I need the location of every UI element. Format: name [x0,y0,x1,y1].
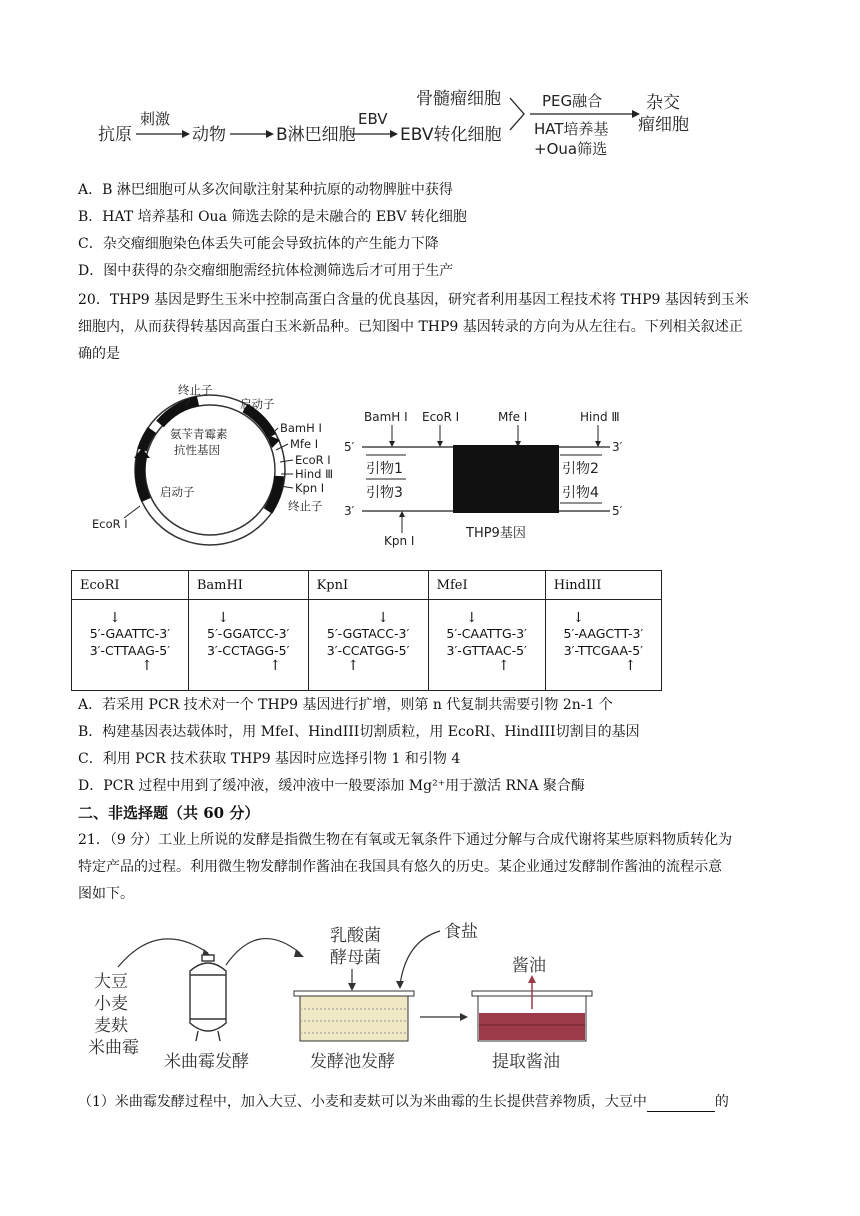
q19-option-d: D．图中获得的杂交瘤细胞需经抗体检测筛选后才可用于生产 [78,263,454,279]
flow-myeloma: 骨髓瘤细胞 [416,89,501,109]
stage-tank-fermentation: 发酵池发酵 [310,1052,395,1072]
soy-sauce-label: 酱油 [512,956,546,976]
flow-stimulate: 刺激 [140,110,171,128]
flow-hybridoma-1: 杂交 [646,93,680,113]
extraction-tank-icon [472,975,592,1041]
plasmid-terminator-top: 终止子 [178,383,213,397]
q20-option-c: C．利用 PCR 技术获取 THP9 基因时应选择引物 1 和引物 4 [78,751,461,767]
site-bottom: 3′-TTCGAA-5′ [563,643,644,658]
enzyme-header: EcoRI [72,571,189,600]
flow-hybridoma-2: 瘤细胞 [638,115,689,135]
site-bottom: 3′-CCTAGG-5′ [206,643,290,658]
plasmid-promoter-left: 启动子 [160,485,195,499]
ingredient-soybean: 大豆 [94,972,128,992]
plasmid-hindiii: Hind Ⅲ [295,467,334,481]
enzyme-site-cell: ↓ 5′-GAATTC-3′ 3′-CTTAAG-5′ ↑ [72,600,189,691]
q19-option-c: C．杂交瘤细胞染色体丢失可能会导致抗体的产生能力下降 [78,236,439,252]
site-top: 5′-GGTACC-3′ [326,626,410,641]
q21-sub1 [78,1092,729,1112]
ingredient-bran: 麦麸 [94,1016,128,1036]
flow-oua: +Oua筛选 [534,140,608,158]
gene-3prime-bottom: 3′ [344,504,355,518]
site-top: 5′-AAGCTT-3′ [563,626,644,641]
plasmid-terminator-bottom: 终止子 [288,499,323,513]
site-top: 5′-GAATTC-3′ [89,626,171,641]
stage-aspergillus-fermentation: 米曲霉发酵 [164,1052,249,1072]
q20-option-a: A．若采用 PCR 技术对一个 THP9 基因进行扩增，则第 n 代复制共需要引物 2n-1 个 [78,697,613,713]
gene-3prime-top: 3′ [612,440,623,454]
q20-stem-1: 20．THP9 基因是野生玉米中控制高蛋白含量的优良基因，研究者利用基因工程技术将 THP9 基因转到玉米 [78,292,749,308]
q20-stem-2: 细胞内，从而获得转基因高蛋白玉米新品种。已知图中 THP9 基因转录的方向为从左往右。下列相关叙述正 [78,319,743,335]
hybridoma-flow-diagram [90,82,710,162]
site-top: 5′-GGATCC-3′ [207,626,290,641]
gene-primer3: 引物3 [366,485,403,501]
plasmid-promoter-top: 启动子 [240,397,275,411]
gene-5prime-bottom: 5′ [612,504,623,518]
enzyme-table [71,570,662,691]
site-bottom: 3′-GTTAAC-5′ [446,643,527,658]
flow-b-cell: B淋巴细胞 [276,125,356,145]
q21-stem-1: 21．（9 分）工业上所说的发酵是指微生物在有氧或无氧条件下通过分解与合成代谢将某些原料物质转化为 [78,832,733,848]
salt-label: 食盐 [444,922,478,942]
section-heading: 二、非选择题（共 60 分） [78,804,260,822]
plasmid-mfei: Mfe I [290,437,319,451]
plasmid-kpni: Kpn I [295,481,325,495]
gene-hindiii: Hind Ⅲ [580,410,620,424]
ingredient-aspergillus: 米曲霉 [88,1038,139,1058]
plasmid-bamhi: BamH I [280,421,322,435]
q20-option-b: B．构建基因表达载体时，用 MfeI、HindIII切割质粒，用 EcoRI、HindIII切割目的基因 [78,724,640,740]
enzyme-header: BamHI [188,571,308,600]
plasmid-resist-2: 抗性基因 [174,443,220,457]
q21-stem-3: 图如下。 [78,886,134,902]
gene-ecori: EcoR I [422,410,460,424]
fermentation-tank-icon [294,991,414,1041]
plasmid-diagram [90,378,360,563]
gene-5prime-top: 5′ [344,440,355,454]
flow-peg: PEG融合 [542,92,603,110]
fermenter-icon [190,955,226,1041]
thp9-gene-diagram [340,405,630,550]
flow-antigen: 抗原 [98,125,132,145]
gene-label: THP9基因 [466,526,526,541]
gene-kpni: Kpn I [384,534,415,548]
soy-sauce-process-diagram [88,915,648,1075]
enzyme-header: MfeI [428,571,545,600]
gene-bamhi: BamH I [364,410,408,424]
enzyme-site-cell: ↓ 5′-GGATCC-3′ 3′-CCTAGG-5′ ↑ [188,600,308,691]
flow-hat: HAT培养基 [534,120,609,138]
q21-sub1-text: （1）米曲霉发酵过程中，加入大豆、小麦和麦麸可以为米曲霉的生长提供营养物质，大豆中 [78,1094,647,1110]
microbe-yeast: 酵母菌 [330,948,381,968]
microbe-lactic: 乳酸菌 [330,926,381,946]
plasmid-ecori-left: EcoR I [92,517,128,531]
enzyme-site-cell: ↓ 5′-AAGCTT-3′ 3′-TTCGAA-5′ ↑ [545,600,661,691]
flow-ebv: EBV [358,110,388,128]
q19-option-a: A．B 淋巴细胞可从多次间歇注射某种抗原的动物脾脏中获得 [78,182,453,198]
enzyme-header: KpnI [308,571,428,600]
q20-stem-3: 确的是 [78,346,120,362]
ingredient-wheat: 小麦 [94,994,128,1014]
q20-option-d: D．PCR 过程中用到了缓冲液，缓冲液中一般要添加 Mg²⁺用于激活 RNA 聚合酶 [78,778,585,794]
enzyme-header: HindIII [545,571,661,600]
gene-primer4: 引物4 [562,485,599,501]
gene-primer1: 引物1 [366,461,403,477]
gene-primer2: 引物2 [562,461,599,477]
stage-extract: 提取酱油 [492,1052,560,1072]
q19-option-b: B．HAT 培养基和 Oua 筛选去除的是未融合的 EBV 转化细胞 [78,209,467,225]
enzyme-site-cell: ↓ 5′-CAATTG-3′ 3′-GTTAAC-5′ ↑ [428,600,545,691]
site-bottom: 3′-CCATGG-5′ [326,643,410,658]
q21-stem-2: 特定产品的过程。利用微生物发酵制作酱油在我国具有悠久的历史。某企业通过发酵制作酱油的流程示意 [78,859,722,875]
plasmid-resist-1: 氨苄青霉素 [170,427,228,441]
q21-sub1-tail: 的 [714,1094,729,1110]
site-bottom: 3′-CTTAAG-5′ [89,643,171,658]
plasmid-ecori: EcoR I [295,453,331,467]
flow-ebv-cell: EBV转化细胞 [400,125,502,145]
enzyme-site-cell: ↓ 5′-GGTACC-3′ 3′-CCATGG-5′ ↑ [308,600,428,691]
answer-blank[interactable] [647,1095,715,1112]
site-top: 5′-CAATTG-3′ [446,626,527,641]
gene-mfei: Mfe I [498,410,528,424]
flow-animal: 动物 [192,125,226,145]
